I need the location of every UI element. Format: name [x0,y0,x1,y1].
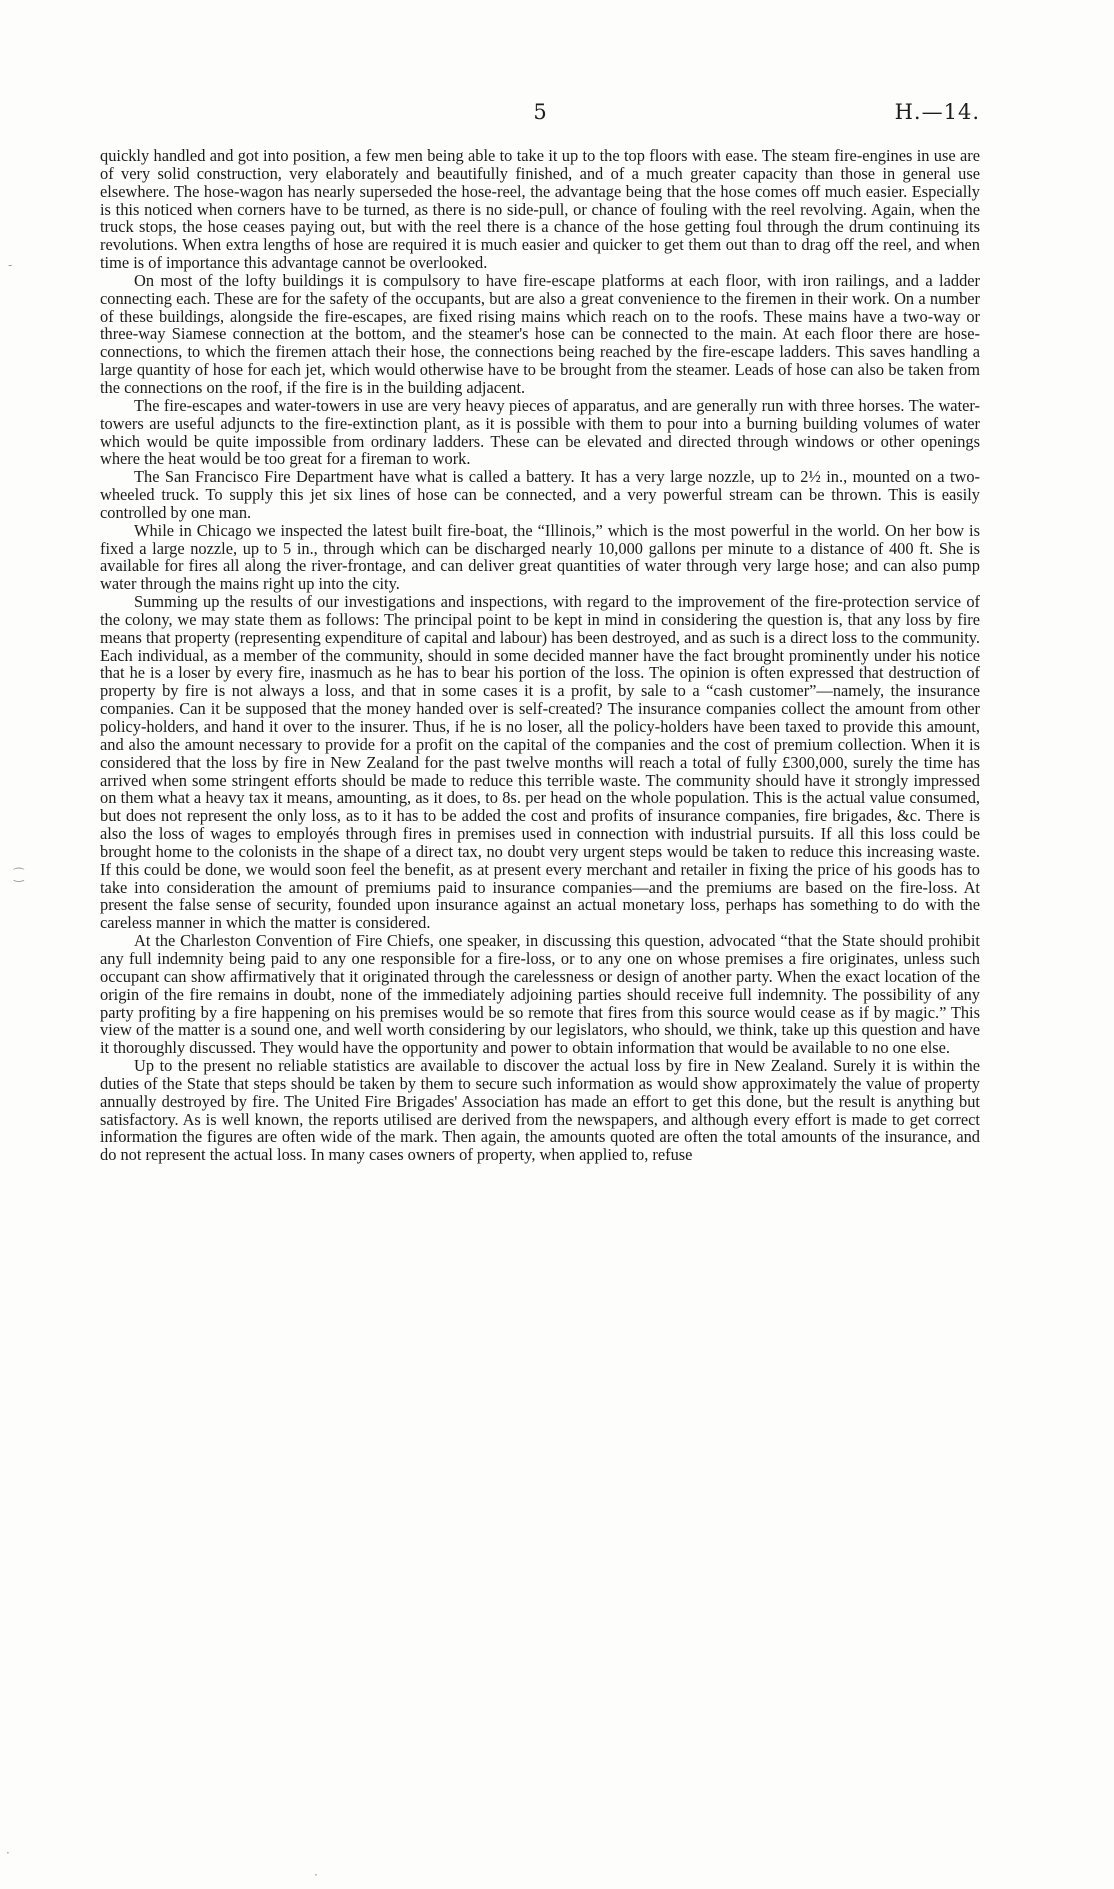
paragraph-continuation: quickly handled and got into position, a few men being able to take it up to the top floors with ease. The steam fire-engines in use are of very solid construction, very elaborately and beautifully finished, and of a much greater capacity than those in general use elsewhere. The hose-wagon has nearly superseded the hose-reel, the advantage being that the hose comes off much easier. Especially is this noticed when corners have to be turned, as there is no side-pull, or chance of fouling with the reel revolving. Again, when the truck stops, the hose ceases paying out, but with the reel there is a chance of the hose getting foul through the drum continuing its revolutions. When extra lengths of hose are required it is much easier and quicker to get them out than to drag off the reel, and when time is of importance this advantage cannot be overlooked. [100,146,980,273]
paragraph-water-towers: The fire-escapes and water-towers in use are very heavy pieces of apparatus, and are generally run with three horses. The water-towers are useful adjuncts to the fire-extinction plant, as it is possible with them to pour into a burning building volumes of water which would be quite impossible from ordinary ladders. These can be elevated and directed through windows or other openings where the heat would be too great for a fireman to work. [100,395,980,469]
paragraph-fire-boat: While in Chicago we inspected the latest built fire-boat, the “Illinois,” which is the most powerful in the world. On her bow is fixed a large nozzle, up to 5 in., through which can be discharged nearly 10,000 gallons per minute to a distance of 400 ft. She is available for fires all along the river-frontage, and can deliver great quantities of water through very large hose; and can also pump water through the mains right up into the city. [100,520,980,594]
margin-tick-mark: ‐ [8,258,13,272]
paragraph-statistics: Up to the present no reliable statistics are available to discover the actual loss by fire in New Zealand. Surely it is within the duties of the State that steps should be taken by them to secure such information as would show approximately the value of property annually destroyed by fire. The United Fire Brigades' Association has made an effort to get this done, but the result is anything but satisfactory. As is well known, the reports utilised are derived from the newspapers, and although every effort is made to get correct information the figures are often wide of the mark. Then again, the amounts quoted are often the total amounts of the insurance, and do not represent the actual loss. In many cases owners of property, when applied to, refuse [100,1056,980,1165]
margin-bracket-mark: ⁐ [14,868,24,882]
paragraph-fire-escapes: On most of the lofty buildings it is compulsory to have fire-escape platforms at each floor, with iron railings, and a ladder connecting each. These are for the safety of the occupants, but are also a great convenience to the firemen in their work. On a number of these buildings, alongside the fire-escapes, are fixed rising mains which reach on to the roofs. These mains have a two-way or three-way Siamese connection at the bottom, and the steamer's hose can be connected to the main. At each floor there are hose-connections, to which the firemen attach their hose, the connections being reached by the fire-escape ladders. This saves handling a large quantity of hose for each jet, which would otherwise have to be brought from the steamer. Leads of hose can also be taken from the connections on the roof, if the fire is in the building adjacent. [100,270,980,397]
body-text [100,147,980,1164]
paragraph-battery: The San Francisco Fire Department have what is called a battery. It has a very large nozzle, up to 2½ in., mounted on a two-wheeled truck. To supply this jet six lines of hose can be connected, and a very powerful stream can be thrown. This is easily controlled by one man. [100,467,980,522]
page-number: 5 [533,100,547,124]
document-reference: H.—14. [894,100,980,124]
footer-dot-mark: · [314,1868,318,1882]
page-header [100,100,980,130]
margin-dot-mark: · [6,1846,10,1860]
paragraph-summary: Summing up the results of our investigations and inspections, with regard to the improvement of the fire-protection service of the colony, we may state them as follows: The principal point to be kept in mind in considering the question is, that any loss by fire means that property (representing expenditure of capital and labour) has been destroyed, and as such is a direct loss to the community. Each individual, as a member of the community, should in some decided manner have the fact brought prominently under his notice that he is a loser by every fire, inasmuch as he has to bear his portion of the loss. The opinion is often expressed that destruction of property by fire is not always a loss, and that in some cases it is a profit, by sale to a “cash customer”—namely, the insurance companies. Can it be supposed that the money handed over is self-created? The insurance companies collect the amount from other policy-holders, and hand it over to the insurer. Thus, if he is no loser, all the policy-holders have been taxed to provide this amount, and also the amount necessary to provide for a profit on the capital of the companies and the cost of premium collection. When it is considered that the loss by fire in New Zealand for the past twelve months will reach a total of fully £300,000, surely the time has arrived when some stringent efforts should be made to reduce this terrible waste. The community should have it strongly impressed on them what a heavy tax it means, amounting, as it does, to 8s. per head on the whole population. This is the actual value consumed, but does not represent the only loss, as to it has to be added the cost and profits of insurance companies, fire brigades, &c. There is also the loss of wages to employés through fires in premises used in connection with industrial pursuits. If all this loss could be brought home to the colonists in the shape of a direct tax, no doubt very urgent steps would be taken to reduce this increasing waste. If this could be done, we would soon feel the benefit, as at present every merchant and retailer in fixing the price of his goods has to take into consideration the amount of premiums paid to insurance companies—and the premiums are based on the fire-loss. At present the false sense of security, founded upon insurance against an actual monetary loss, perhaps has something to do with the careless manner in which the matter is considered. [100,592,980,933]
paragraph-charleston-convention: At the Charleston Convention of Fire Chiefs, one speaker, in discussing this question, advocated “that the State should prohibit any full indemnity being paid to any one responsible for a fire-loss, or to any one on whose premises a fire originates, unless such occupant can show affirmatively that it originated through the carelessness or design of another party. When the exact location of the origin of the fire remains in doubt, none of the immediately adjoining parties should receive full indemnity. The possibility of any party profiting by a fire happening on his premises would be so remote that fires from this source would cease as if by magic.” This view of the matter is a sound one, and well worth considering by our legislators, who should, we think, take up this question and have it thoroughly discussed. They would have the opportunity and power to obtain information that would be available to no one else. [100,931,980,1058]
